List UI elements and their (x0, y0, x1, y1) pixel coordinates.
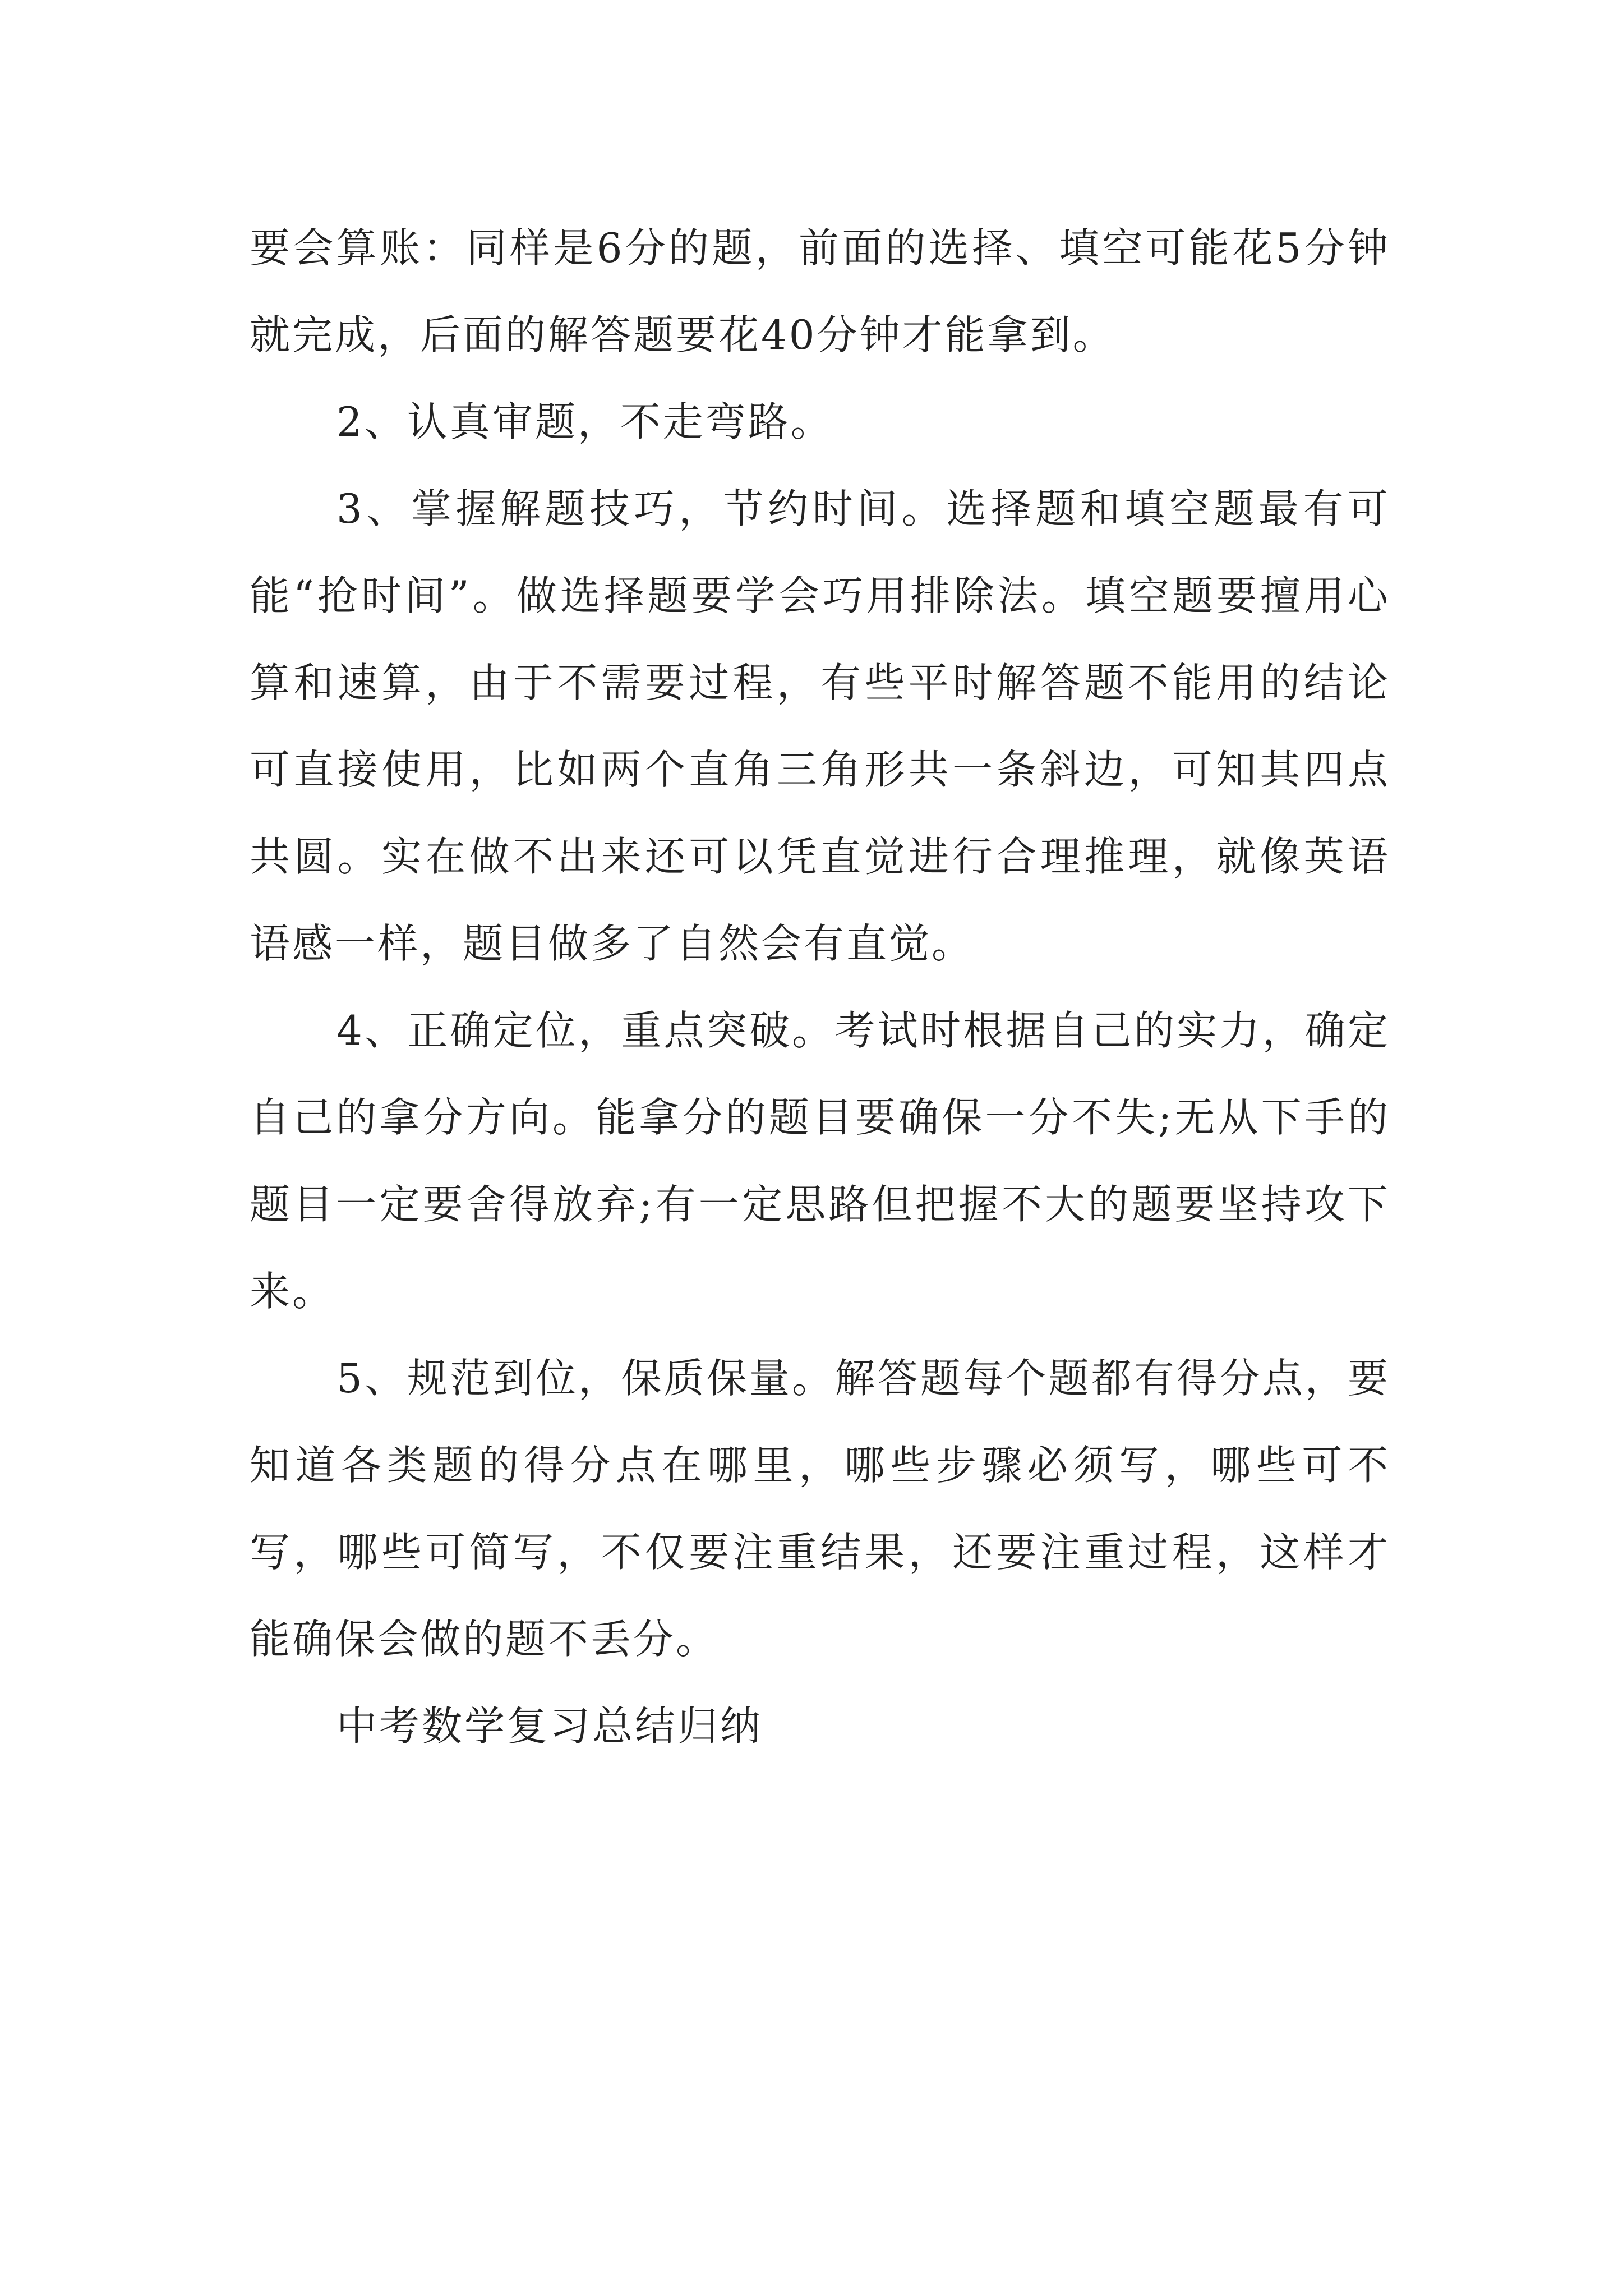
document-body (250, 205, 1390, 1770)
paragraph-continuation: 要会算账：同样是6分的题，前面的选择、填空可能花5分钟就完成，后面的解答题要花40分钟才能拿到。 (250, 224, 1390, 358)
section-heading: 中考数学复习总结归纳 (336, 1703, 763, 1750)
paragraph-item-3: 3、掌握解题技巧，节约时间。选择题和填空题最有可能“抢时间”。做选择题要学会巧用排除法。填空题要擅用心算和速算，由于不需要过程，有些平时解答题不能用的结论可直接使用，比如两个直角三角形共一条斜边，可知其四点共圆。实在做不出来还可以凭直觉进行合理推理，就像英语语感一样，题目做多了自然会有直觉。 (250, 485, 1390, 967)
paragraph-item-2: 2、认真审题，不走弯路。 (336, 398, 833, 445)
paragraph-item-4: 4、正确定位，重点突破。考试时根据自己的实力，确定自己的拿分方向。能拿分的题目要确保一分不失;无从下手的题目一定要舍得放弃;有一定思路但把握不大的题要坚持攻下来。 (250, 1007, 1390, 1315)
paragraph-item-5: 5、规范到位，保质保量。解答题每个题都有得分点，要知道各类题的得分点在哪里，哪些步骤必须写，哪些可不写，哪些可简写，不仅要注重结果，还要注重过程，这样才能确保会做的题不丢分。 (250, 1355, 1390, 1663)
